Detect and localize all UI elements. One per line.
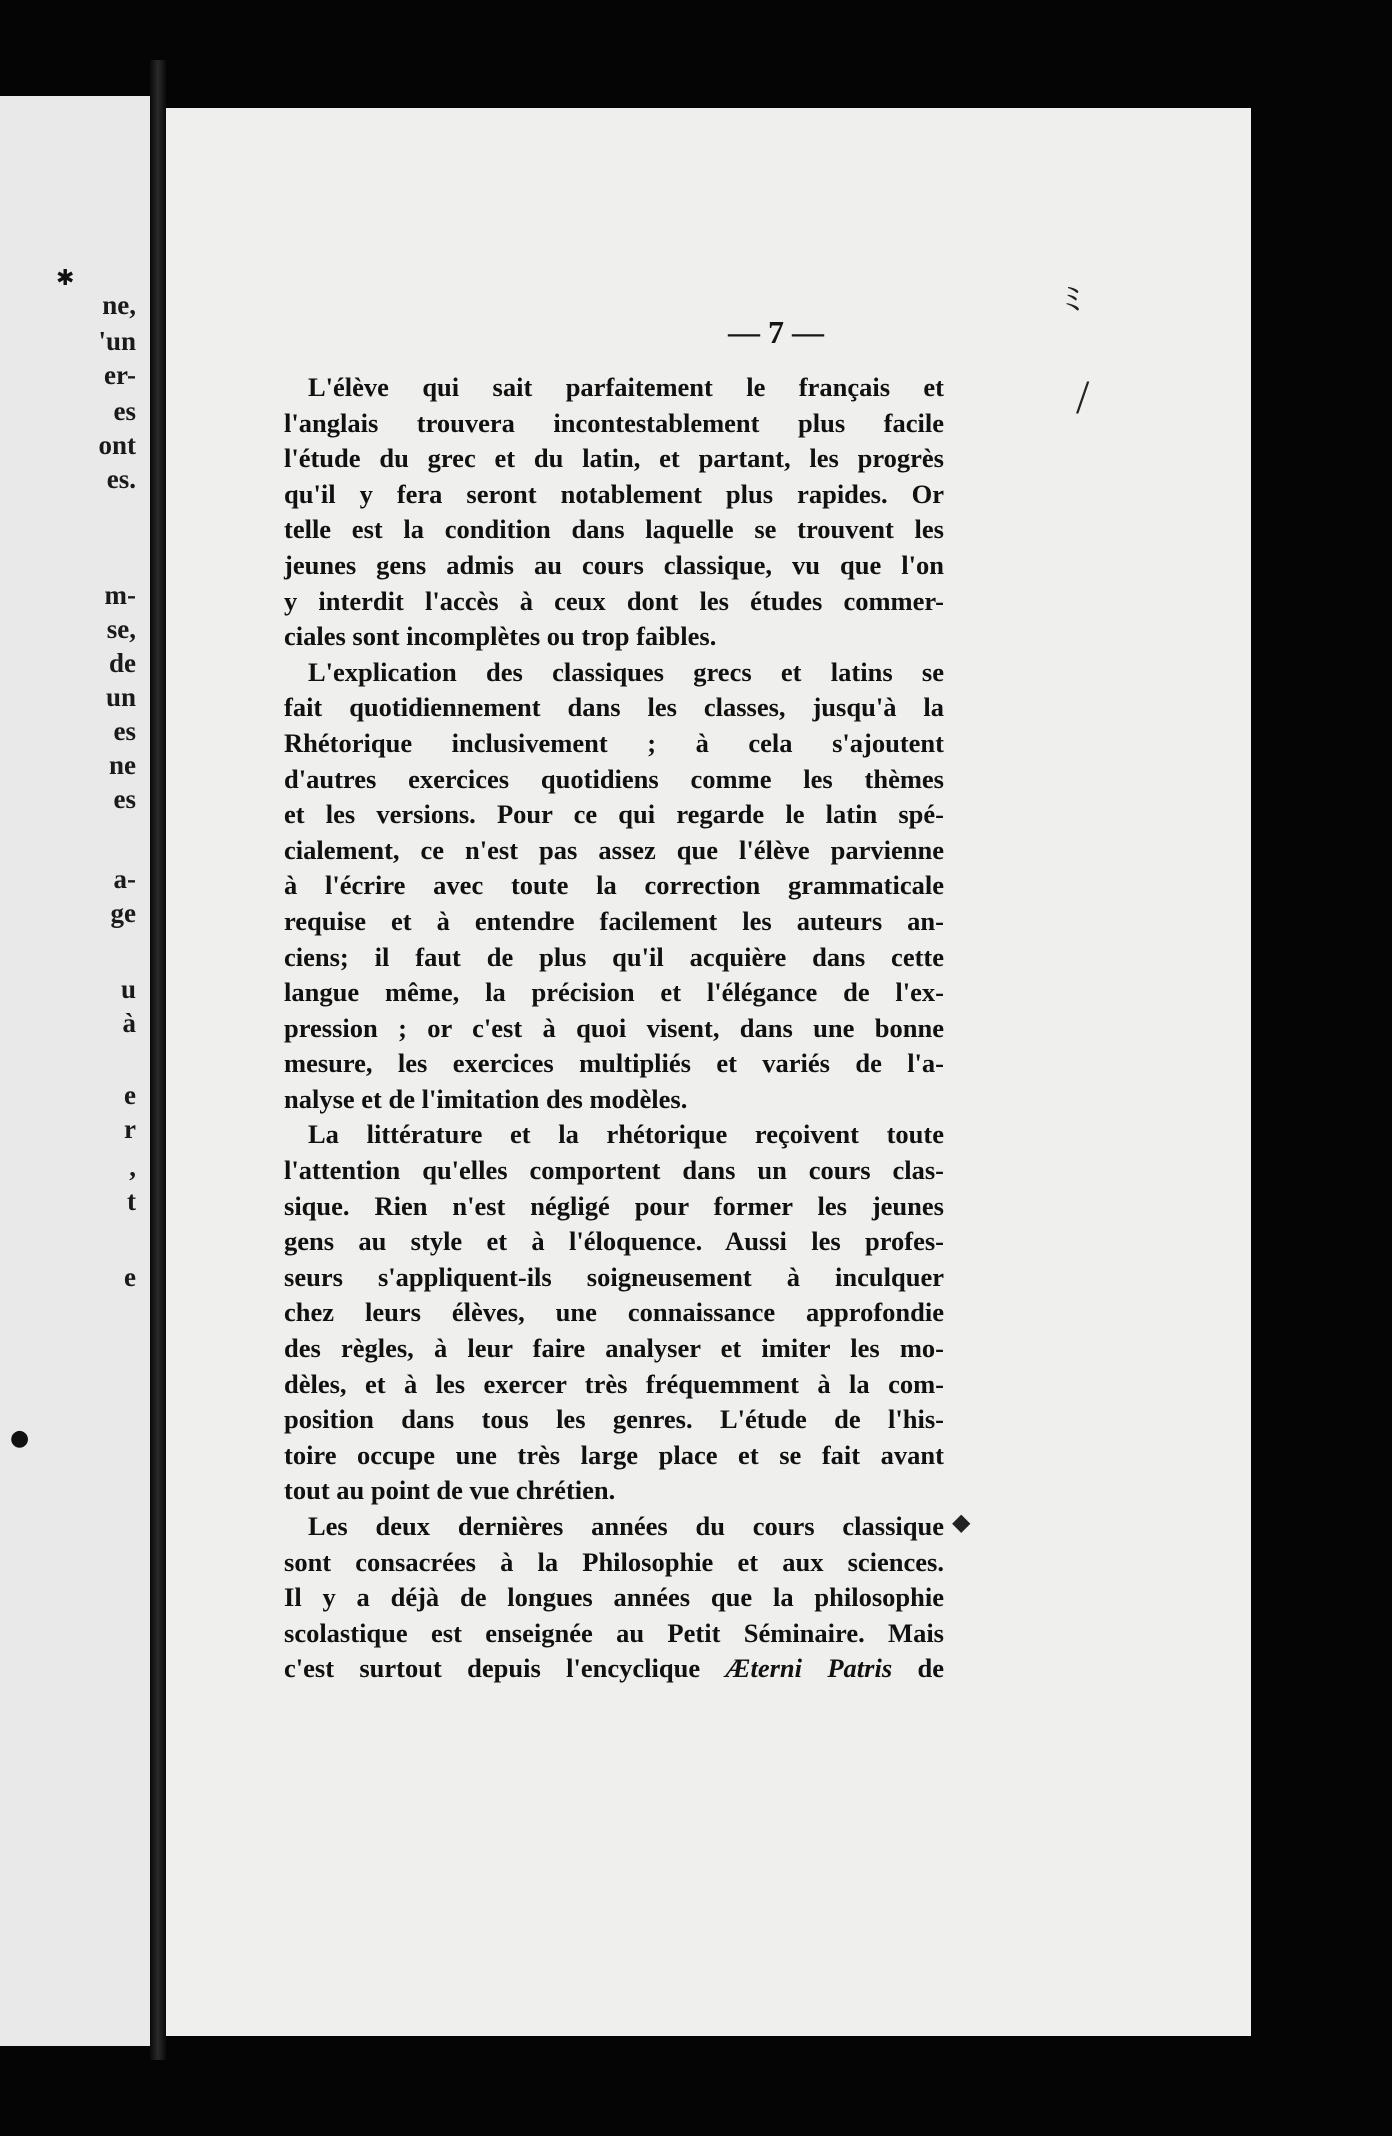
text-run: de bbox=[892, 1653, 944, 1684]
adjacent-page-line: 'un bbox=[98, 326, 136, 356]
text-line: et les versions. Pour ce qui regarde le latin spé- bbox=[284, 799, 944, 830]
text-line: nalyse et de l'imitation des modèles. bbox=[284, 1083, 688, 1114]
text-line: L'élève qui sait parfaitement le français et bbox=[308, 372, 944, 402]
text-line: fait quotidiennement dans les classes, jusqu'à la bbox=[284, 692, 944, 723]
ink-dot-mark: ● bbox=[10, 1426, 30, 1451]
adjacent-page-line: un bbox=[105, 682, 136, 712]
adjacent-page-line: es bbox=[113, 396, 136, 426]
text-line: Les deux dernières années du cours classique bbox=[308, 1511, 944, 1541]
text-run: c'est surtout depuis l'encyclique bbox=[284, 1653, 726, 1684]
adjacent-page-line: de bbox=[109, 648, 136, 678]
text-line: Il y a déjà de longues années que la philosophie bbox=[284, 1582, 944, 1613]
text-line: des règles, à leur faire analyser et imiter les mo- bbox=[284, 1333, 944, 1364]
adjacent-page-line: r bbox=[124, 1114, 136, 1144]
adjacent-page-line: , bbox=[129, 1152, 136, 1182]
adjacent-page-line: ne, bbox=[102, 290, 136, 320]
book-page bbox=[166, 108, 1251, 2036]
adjacent-page-line: es. bbox=[106, 464, 136, 494]
adjacent-page-line: m- bbox=[104, 580, 136, 610]
adjacent-page-line: es bbox=[113, 784, 136, 814]
book-binding-gutter bbox=[150, 60, 166, 2060]
text-line: d'autres exercices quotidiens comme les thèmes bbox=[284, 763, 944, 794]
italic-title-run: Æterni Patris bbox=[725, 1653, 893, 1684]
text-line: l'attention qu'elles comportent dans un cours clas- bbox=[284, 1155, 944, 1186]
text-line: gens au style et à l'éloquence. Aussi les profes- bbox=[284, 1226, 944, 1257]
text-line: dèles, et à les exercer très fréquemment à la com- bbox=[284, 1368, 944, 1399]
text-line: toire occupe une très large place et se fait avant bbox=[284, 1439, 944, 1470]
text-line: qu'il y fera seront notablement plus rapides. Or bbox=[284, 478, 944, 509]
adjacent-page-line: t bbox=[127, 1186, 136, 1216]
adjacent-page-line: er- bbox=[104, 360, 136, 390]
text-line: à l'écrire avec toute la correction grammaticale bbox=[284, 870, 944, 901]
text-line: L'explication des classiques grecs et latins se bbox=[308, 656, 944, 687]
text-line: langue même, la précision et l'élégance de l'ex- bbox=[284, 977, 944, 1008]
margin-stroke-mark: / bbox=[1076, 371, 1090, 424]
page-body-text bbox=[284, 370, 944, 1687]
adjacent-page-line: ge bbox=[110, 898, 136, 928]
ink-blot-mark: ✱ bbox=[56, 266, 75, 291]
text-line: jeunes gens admis au cours classique, vu que l'on bbox=[284, 549, 944, 580]
text-line: Rhétorique inclusivement ; à cela s'ajoutent bbox=[284, 727, 944, 758]
text-line: sique. Rien n'est négligé pour former les jeunes bbox=[284, 1190, 944, 1221]
adjacent-page-line: a- bbox=[113, 864, 136, 894]
text-line: requise et à entendre facilement les auteurs an- bbox=[284, 905, 944, 936]
text-line: y interdit l'accès à ceux dont les études commer- bbox=[284, 585, 944, 616]
text-line: pression ; or c'est à quoi visent, dans une bonne bbox=[284, 1012, 944, 1043]
text-line bbox=[284, 1651, 944, 1687]
text-line: l'anglais trouvera incontestablement plus facile bbox=[284, 407, 944, 438]
text-line: cialement, ce n'est pas assez que l'élève parvienne bbox=[284, 834, 944, 865]
text-line: sont consacrées à la Philosophie et aux sciences. bbox=[284, 1546, 944, 1577]
text-line: ciales sont incomplètes ou trop faibles. bbox=[284, 621, 717, 652]
margin-ink-mark: ◆ bbox=[952, 1510, 971, 1536]
text-line: chez leurs élèves, une connaissance approfondie bbox=[284, 1297, 944, 1328]
text-line: telle est la condition dans laquelle se trouvent les bbox=[284, 514, 944, 545]
adjacent-page-line: es bbox=[113, 716, 136, 746]
text-line: tout au point de vue chrétien. bbox=[284, 1475, 616, 1506]
adjacent-page-line: e bbox=[124, 1080, 136, 1110]
margin-pencil-mark: ﾐ bbox=[1064, 282, 1081, 319]
adjacent-page-line: à bbox=[122, 1008, 136, 1038]
text-line: seurs s'appliquent-ils soigneusement à inculquer bbox=[284, 1261, 944, 1292]
text-line: l'étude du grec et du latin, et partant, les progrès bbox=[284, 443, 944, 474]
adjacent-page-line: se, bbox=[106, 614, 136, 644]
page-number: — 7 — bbox=[728, 314, 824, 350]
adjacent-page-line: e bbox=[124, 1262, 136, 1292]
adjacent-page-line: ont bbox=[98, 430, 136, 460]
adjacent-page-line: u bbox=[120, 974, 136, 1004]
text-line: mesure, les exercices multipliés et variés de l'a- bbox=[284, 1048, 944, 1079]
text-line: position dans tous les genres. L'étude de l'his- bbox=[284, 1404, 944, 1435]
adjacent-page-fragment bbox=[0, 96, 150, 2046]
text-line: ciens; il faut de plus qu'il acquière dans cette bbox=[284, 941, 944, 972]
text-line: La littérature et la rhétorique reçoivent toute bbox=[308, 1119, 944, 1150]
adjacent-page-line: ne bbox=[109, 750, 136, 780]
text-line: scolastique est enseignée au Petit Séminaire. Mais bbox=[284, 1617, 944, 1648]
